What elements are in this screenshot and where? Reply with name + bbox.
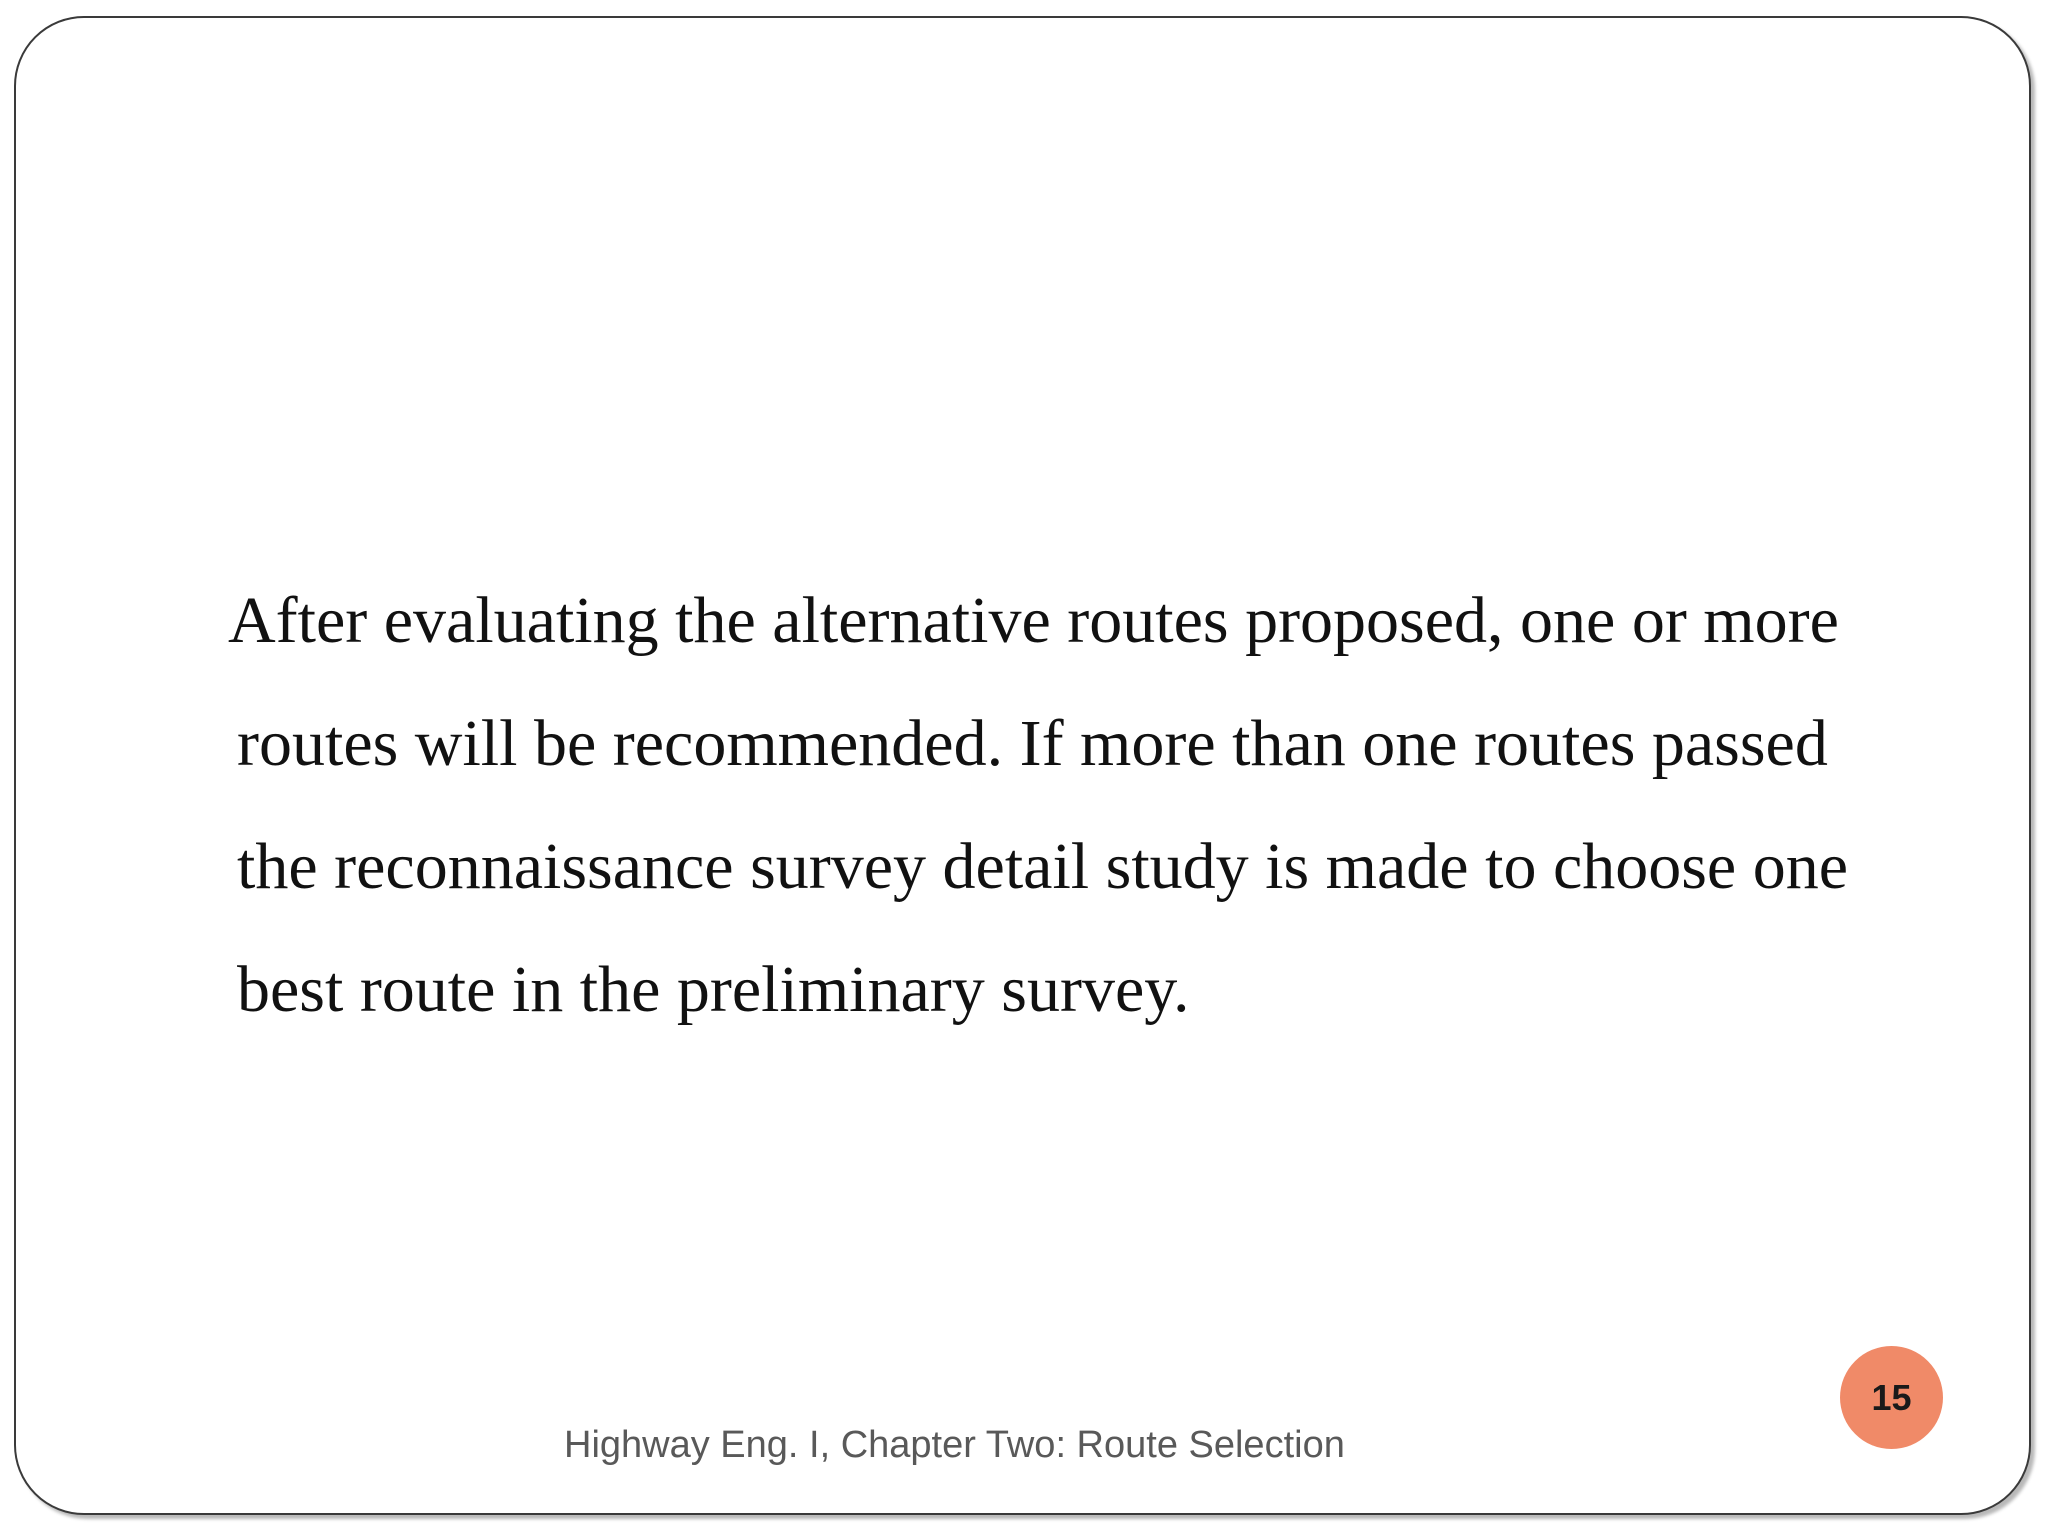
slide-footer: Highway Eng. I, Chapter Two: Route Selection xyxy=(564,1424,1345,1466)
body-line-1: After evaluating the alternative routes proposed, one or more xyxy=(228,584,1839,657)
slide-body-text xyxy=(228,578,1968,1070)
page-number: 15 xyxy=(1871,1376,1912,1418)
body-line-3: the reconnaissance survey detail study is made to choose one xyxy=(237,830,1849,903)
body-line-4: best route in the preliminary survey. xyxy=(237,953,1190,1026)
page-number-badge xyxy=(1840,1346,1943,1449)
body-line-2: routes will be recommended. If more than one routes passed xyxy=(237,707,1828,780)
